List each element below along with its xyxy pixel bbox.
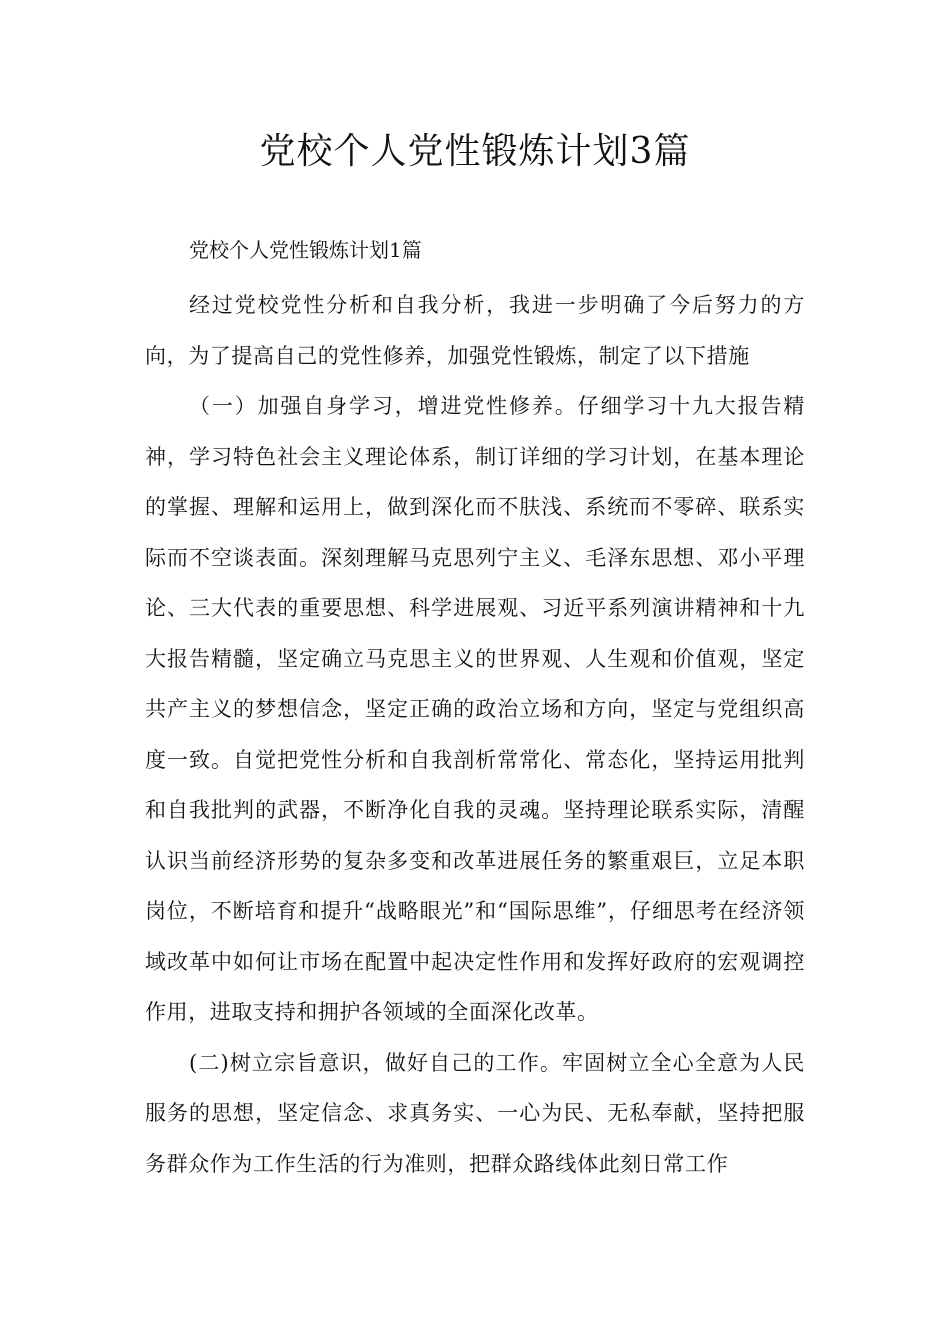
- paragraph-intro: 经过党校党性分析和自我分析，我进一步明确了今后努力的方向，为了提高自己的党性修养，加强党性锻炼，制定了以下措施: [145, 293, 805, 368]
- document-body: [145, 230, 805, 1189]
- paragraph-section-1: （一）加强自身学习，增进党性修养。仔细学习十九大报告精神，学习特色社会主义理论体系，制订详细的学习计划，在基本理论的掌握、理解和运用上，做到深化而不肤浅、系统而不零碎、联系实际而不空谈表面。深刻理解马克思列宁主义、毛泽东思想、邓小平理论、三大代表的重要思想、科学进展观、习近平系列演讲精神和十九大报告精髓，坚定确立马克思主义的世界观、人生观和价值观，坚定共产主义的梦想信念，坚定正确的政治立场和方向，坚定与党组织高度一致。自觉把党性分析和自我剖析常常化、常态化，坚持运用批判和自我批判的武器，不断净化自我的灵魂。坚持理论联系实际，清醒认识当前经济形势的复杂多变和改革进展任务的繁重艰巨，立足本职岗位，不断培育和提升“战略眼光”和“国际思维”，仔细思考在经济领域改革中如何让市场在配置中起决定性作用和发挥好政府的宏观调控作用，进取支持和拥护各领域的全面深化改革。: [145, 394, 805, 1024]
- paragraph-section-2: (二)树立宗旨意识，做好自己的工作。牢固树立全心全意为人民服务的思想，坚定信念、求真务实、一心为民、无私奉献，坚持把服务群众作为工作生活的行为准则，把群众路线体此刻日常工作: [145, 1050, 805, 1176]
- document-title: 党校个人党性锻炼计划3篇: [259, 131, 691, 172]
- section-subtitle: 党校个人党性锻炼计划1篇: [189, 238, 422, 262]
